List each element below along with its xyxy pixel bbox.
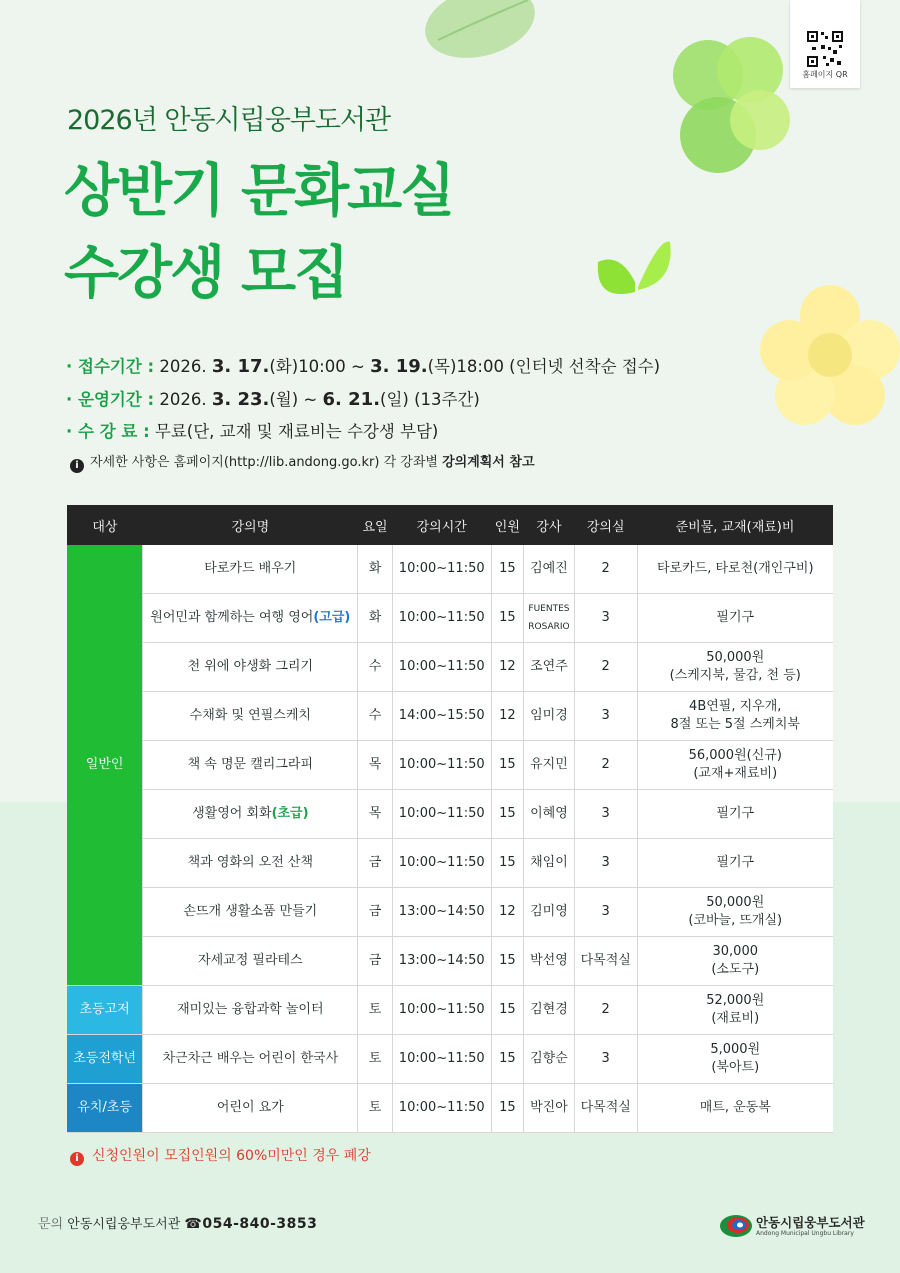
table-row: 유치/초등 어린이 요가 토 10:00~11:50 15 박진아 다목적실 매트, 운동복 [67,1084,833,1133]
group-general: 일반인 [67,545,143,986]
group-elementary-all: 초등전학년 [67,1035,143,1084]
flower-decoration [760,280,900,430]
info-line-apply: · 접수기간 : 2026. 3. 17.(화)10:00 ~ 3. 19.(목)18:00 (인터넷 선착순 접수) [66,356,661,377]
qr-code-box[interactable] [790,0,860,88]
lecture-table [67,505,833,1133]
table-header-row [67,505,833,545]
col-header-target: 대상 [67,505,143,545]
col-header-course: 강의명 [143,505,358,545]
col-header-materials: 준비물, 교재(재료)비 [637,505,833,545]
group-kids: 유치/초등 [67,1084,143,1133]
info-line-period: · 운영기간 : 2026. 3. 23.(월) ~ 6. 21.(일) (13주간) [66,389,480,410]
table-row: 자세교정 필라테스 금 13:00~14:50 15 박선영 다목적실 30,000 (소도구) [67,937,833,986]
info-line-fee: · 수 강 료 : 무료(단, 교재 및 재료비는 수강생 부담) [66,422,439,441]
table-row: 일반인 타로카드 배우기 화 10:00~11:50 15 김예진 2 타로카드, 타로천(개인구비) [67,545,833,594]
qr-code-icon [806,30,844,68]
table-row: 초등전학년 차근차근 배우는 어린이 한국사 토 10:00~11:50 15 김향순 3 5,000원 (북아트) [67,1035,833,1084]
leaf-decoration [418,0,543,65]
group-elementary-low: 초등고저 [67,986,143,1035]
logo-name: 안동시립웅부도서관 [756,1215,865,1230]
col-header-time: 강의시간 [392,505,491,545]
table-row: 생활영어 회화(초급) 목 10:00~11:50 15 이혜영 3 필기구 [67,790,833,839]
col-header-room: 강의실 [574,505,637,545]
table-row: 손뜨개 생활소품 만들기 금 13:00~14:50 12 김미영 3 50,000원 (코바늘, 뜨개실) [67,888,833,937]
homepage-note: i 자세한 사항은 홈페이지(http://lib.andong.go.kr) 각 강좌별 강의계획서 참고 [70,451,535,473]
qr-label: 홈페이지 QR [802,70,848,79]
table-row: 초등고저 재미있는 융합과학 놀이터 토 10:00~11:50 15 김현경 2 52,000원 (재료비) [67,986,833,1035]
library-logo [719,1213,865,1243]
table-row: 책과 영화의 오전 산책 금 10:00~11:50 15 채임이 3 필기구 [67,839,833,888]
table-row: 수채화 및 연필스케치 수 14:00~15:50 12 임미경 3 4B연필, 지우개, 8절 또는 5절 스케치북 [67,692,833,741]
level-advanced-tag: (고급) [313,610,351,625]
table-row: 원어민과 함께하는 여행 영어(고급) 화 10:00~11:50 15 FUENTES ROSARIO 3 필기구 [67,594,833,643]
table-row: 천 위에 야생화 그리기 수 10:00~11:50 12 조연주 2 50,000원 (스케지북, 물감, 천 등) [67,643,833,692]
main-title-line1: 상반기 문화교실 [64,158,454,224]
year-title: 2026년 안동시립웅부도서관 [67,105,391,136]
cancellation-warning: i 신청인원이 모집인원의 60%미만인 경우 폐강 [70,1145,371,1166]
table-row: 책 속 명문 캘리그라피 목 10:00~11:50 15 유지민 2 56,000원(신규) (교재+재료비) [67,741,833,790]
main-title-line2: 수강생 모집 [64,240,348,306]
col-header-capacity: 인원 [491,505,523,545]
main-title [64,150,453,314]
clover-decoration [660,20,800,190]
library-emblem-icon [719,1213,753,1239]
level-beginner-tag: (초급) [271,806,309,821]
col-header-teacher: 강사 [524,505,575,545]
col-header-day: 요일 [358,505,392,545]
phone-number[interactable]: ☎054-840-3853 [184,1216,318,1232]
logo-english-name: Andong Municipal Ungbu Library [756,1230,854,1237]
contact-info: 문의 안동시립웅부도서관 ☎054-840-3853 [38,1216,318,1232]
butterfly-decoration [590,232,680,312]
warning-icon: i [70,1152,84,1166]
info-icon: i [70,459,84,473]
